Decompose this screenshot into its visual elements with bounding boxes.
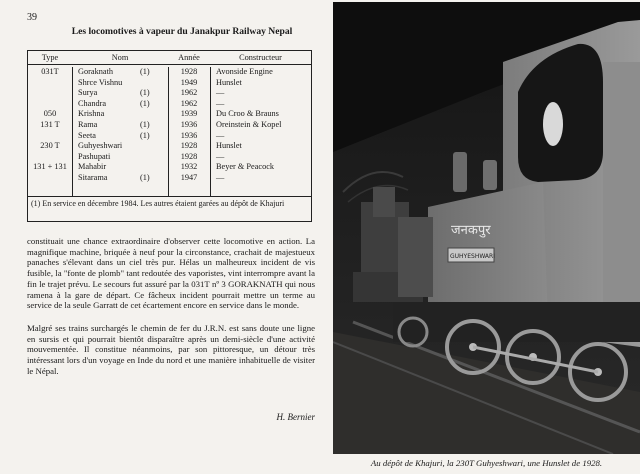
cell-builder: — xyxy=(216,130,225,140)
cell-name xyxy=(72,141,168,152)
cell-name xyxy=(72,152,168,163)
footnote-mark: (1) xyxy=(140,67,150,76)
cell-type xyxy=(28,78,72,89)
cell-builder: Oreinstein & Kopel xyxy=(216,119,282,129)
cell-year: 1949 xyxy=(180,77,198,87)
cell-builder: — xyxy=(216,151,225,161)
cell-year: 1936 xyxy=(180,119,198,129)
footnote-mark: (1) xyxy=(140,88,150,98)
locomotive-name: Surya xyxy=(78,88,98,98)
table-row xyxy=(28,120,311,131)
locomotive-name: Rama xyxy=(78,119,98,129)
footnote-mark xyxy=(140,78,160,89)
cell-type xyxy=(28,99,72,110)
cell-type xyxy=(28,131,72,142)
cell-type: 031T xyxy=(41,67,59,76)
footnote-mark xyxy=(140,141,160,152)
cell-year: 1932 xyxy=(180,162,198,172)
cell-name xyxy=(72,88,168,99)
name-plate: GUHYESHWARI xyxy=(450,253,495,260)
cell-type xyxy=(28,173,72,184)
column-divider xyxy=(210,67,211,196)
cell-builder: — xyxy=(216,98,225,108)
locomotive-table xyxy=(27,50,312,222)
table-row xyxy=(28,141,311,152)
cell-name xyxy=(72,173,168,184)
table-row xyxy=(28,67,311,78)
locomotive-name: Chandra xyxy=(78,98,107,108)
table-row xyxy=(28,131,311,142)
paragraph: constituait une chance extraordinaire d'observer cette locomotive en action. La magnifique machine, briquée à neuf pour la circonstance, crachait de majestueux panaches s'élevant dans un ciel très pur. Hélas un malheureux incident de vis fusible, la "fonte de plomb" tant redoutée des vaporistes, vint interrompre avant la fin le trajet prévu. Le secours fut assuré par la 031T nº 3 GORAKNATH qui nous ramena à la gare de départ. Ce fâcheux incident pourrait mettre un terme au service de la seule Garratt de cet écartement encore en service dans le monde. xyxy=(27,236,315,311)
table-row xyxy=(28,162,311,173)
table-row xyxy=(28,152,311,163)
locomotive-name: Sitarama xyxy=(78,172,108,182)
cell-name xyxy=(72,120,168,131)
footnote-mark xyxy=(140,109,160,120)
cab-lettering: जनकपुर xyxy=(451,223,491,238)
footnote-mark: (1) xyxy=(140,98,150,108)
table-row xyxy=(28,78,311,89)
photo-caption: Au dépôt de Khajuri, la 230T Guhyeshwari, une Hunslet de 1928. xyxy=(370,458,603,468)
locomotive-name: Guhyeshwari xyxy=(78,141,123,151)
cell-builder: — xyxy=(216,172,225,182)
locomotive-photo xyxy=(333,2,640,454)
cell-type xyxy=(28,88,72,99)
cell-builder: Avonside Engine xyxy=(216,67,273,76)
header-name: Nom xyxy=(111,53,129,62)
column-divider xyxy=(72,67,73,196)
cell-type: 230 T xyxy=(40,141,60,151)
cell-name xyxy=(72,67,168,78)
locomotive-name: Mahabir xyxy=(78,162,107,172)
footnote-mark xyxy=(140,152,160,163)
cell-builder: Hunslet xyxy=(216,77,242,87)
cell-year: 1928 xyxy=(180,141,198,151)
footnote-mark: (1) xyxy=(140,172,150,182)
article-body xyxy=(27,236,315,376)
cell-type xyxy=(28,152,72,163)
page-number: 39 xyxy=(27,12,37,23)
cell-name xyxy=(72,131,168,142)
cell-year: 1936 xyxy=(180,130,198,140)
table-row xyxy=(28,173,311,184)
header-builder: Constructeur xyxy=(239,53,282,62)
cell-type: 131 T xyxy=(40,119,60,129)
cell-type: 050 xyxy=(43,109,57,119)
locomotive-name: Seeta xyxy=(78,130,96,140)
header-type: Type xyxy=(41,53,59,62)
table-header xyxy=(28,51,311,65)
cell-builder: Du Croo & Brauns xyxy=(216,109,279,119)
footnote-mark: (1) xyxy=(140,130,150,140)
table-row xyxy=(28,99,311,110)
footnote-mark xyxy=(140,162,160,173)
cell-name xyxy=(72,162,168,173)
cell-year: 1947 xyxy=(180,172,198,182)
locomotive-name: Krishna xyxy=(78,109,105,119)
cell-name xyxy=(72,109,168,120)
column-divider xyxy=(168,67,169,196)
cell-builder: Beyer & Peacock xyxy=(216,162,275,172)
locomotive-name: Pashupati xyxy=(78,151,111,161)
footnote-mark: (1) xyxy=(140,119,150,129)
cell-builder: Hunslet xyxy=(216,141,242,151)
cell-type: 131 + 131 xyxy=(33,162,67,172)
cell-builder: — xyxy=(216,88,225,98)
table-row xyxy=(28,109,311,120)
cell-name xyxy=(72,99,168,110)
cell-year: 1939 xyxy=(180,109,198,119)
author-signature: H. Bernier xyxy=(276,412,315,422)
locomotive-name: Goraknath xyxy=(78,67,114,76)
paragraph: Malgré ses trains surchargés le chemin de fer du J.R.N. est sans doute une ligne en sursis et qui pourrait bientôt disparaître après un demi-siècle d'une activité mouvementée. Il constitue néanmoins, par son pittoresque, un détour très intéressant lors d'un voyage en Inde du nord et une manière inhabituelle de visiter le Népal. xyxy=(27,322,315,376)
table-body xyxy=(28,67,311,196)
header-year: Année xyxy=(178,53,200,62)
cell-year: 1928 xyxy=(180,67,198,76)
cell-name xyxy=(72,78,168,89)
table-footnote: (1) En service en décembre 1984. Les autres étaient garées au dépôt de Khajuri xyxy=(28,196,311,224)
cell-year: 1962 xyxy=(180,88,198,98)
table-title: Les locomotives à vapeur du Janakpur Railway Nepal xyxy=(71,26,293,37)
locomotive-name: Shrce Vishnu xyxy=(78,77,123,87)
cell-year: 1962 xyxy=(180,98,198,108)
cell-year: 1928 xyxy=(180,151,198,161)
table-row xyxy=(28,88,311,99)
